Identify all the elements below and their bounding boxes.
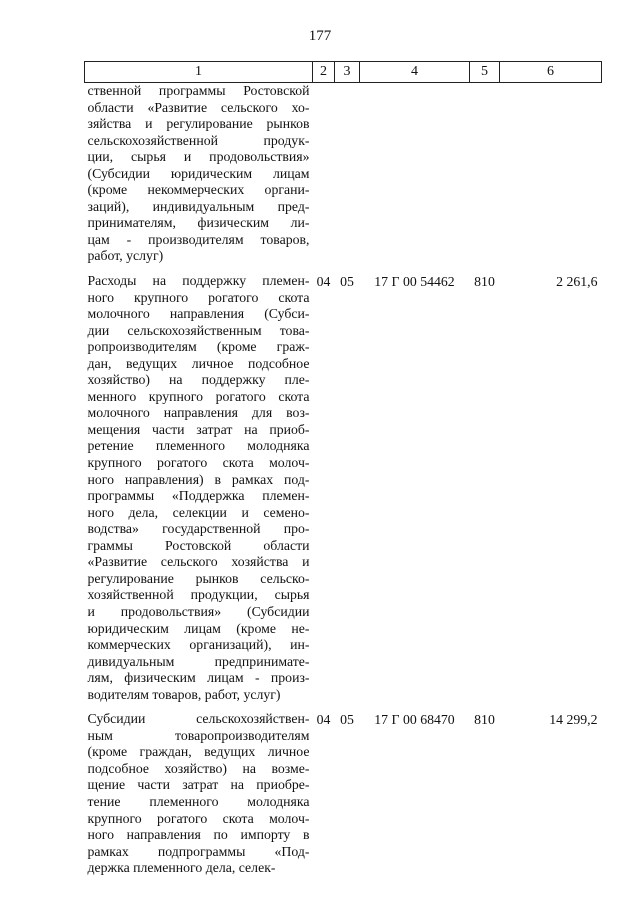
expense-type-code — [470, 83, 500, 266]
description-line: принимателям, физическим ли- — [87, 215, 310, 231]
description-line: дии сельскохозяйственным това- — [87, 322, 310, 338]
subsection-code: 05 — [340, 712, 354, 728]
section-code — [313, 83, 335, 266]
header-col-4: 4 — [360, 62, 470, 83]
description-line: дивидуальным предпринимате- — [87, 653, 310, 669]
description-line: (кроме граждан, ведущих личное — [87, 744, 310, 760]
subsection-code — [335, 83, 360, 266]
description-line: хозяйственной продукции, сырья — [87, 587, 310, 603]
description-line: хозяйство) на поддержку пле- — [87, 372, 310, 388]
description-line: ного дела, селекции и семено- — [87, 504, 310, 520]
description-line: граммы Ростовской области — [87, 537, 310, 553]
description-line: цам - производителям товаров, — [87, 231, 310, 247]
description-line: заций), индивидуальным пред- — [87, 198, 310, 214]
description-line: молочного направления для воз- — [87, 405, 310, 421]
description-line: зяйства и регулирование рынков — [87, 116, 310, 132]
table-row — [85, 83, 602, 266]
description-line: области «Развитие сельского хо- — [87, 99, 310, 115]
target-article-code: 17 Г 00 68470 — [374, 712, 455, 728]
description-line: юридическим лицам (кроме не- — [87, 620, 310, 636]
description-line: «Развитие сельского хозяйства и — [87, 554, 310, 570]
description-line: водителям товаров, работ, услуг) — [87, 686, 281, 702]
description-line: ции, сырья и продовольствия» — [87, 149, 310, 165]
expense-type-code: 810 — [474, 274, 495, 290]
description-line: ного крупного рогатого скота — [87, 289, 310, 305]
target-article-code: 17 Г 00 54462 — [374, 274, 455, 290]
table-row — [85, 273, 602, 703]
row-description — [85, 273, 313, 703]
header-col-6: 6 — [500, 62, 602, 83]
section-code: 04 — [316, 712, 331, 728]
description-line: дан, ведущих личное подсобное — [87, 355, 310, 371]
description-line: (кроме некоммерческих органи- — [87, 182, 310, 198]
description-line: подсобное хозяйство) на возме- — [87, 760, 310, 776]
subsection-code: 05 — [340, 274, 354, 290]
description-line: ретение племенного молодняка — [87, 438, 310, 454]
page-number: 177 — [308, 28, 332, 44]
expense-type-code: 810 — [474, 712, 495, 728]
description-line: Расходы на поддержку племен- — [87, 273, 310, 289]
description-line: мещения части затрат на приоб- — [87, 421, 310, 437]
row-description — [85, 83, 313, 266]
table-row — [85, 711, 602, 876]
description-line: ного направления по импорту в — [87, 827, 310, 843]
description-line: молочного направления (Субси- — [87, 306, 310, 322]
description-line: щение части затрат на приобре- — [87, 777, 310, 793]
description-line: ным товаропроизводителям — [87, 727, 310, 743]
description-line: рамках подпрограммы «Под- — [87, 843, 310, 859]
amount — [500, 83, 602, 266]
description-line: сельскохозяйственной продук- — [87, 132, 310, 148]
description-line: ного направления) в рамках под- — [87, 471, 310, 487]
row-description — [85, 711, 313, 876]
description-line: и продовольствия» (Субсидии — [87, 603, 310, 619]
header-col-5: 5 — [470, 62, 500, 83]
budget-table — [84, 61, 602, 877]
amount: 14 299,2 — [549, 712, 598, 728]
description-line: работ, услуг) — [87, 248, 164, 264]
target-article-code — [360, 83, 470, 266]
description-line: регулирование рынков сельско- — [87, 570, 310, 586]
description-line: крупного рогатого скота молоч- — [87, 455, 310, 471]
description-line: ропроизводителям (кроме граж- — [87, 339, 310, 355]
description-line: ственной программы Ростовской — [87, 83, 310, 98]
description-line: менного крупного рогатого скота — [87, 388, 310, 404]
header-row — [85, 62, 602, 83]
description-line: Субсидии сельскохозяйствен- — [87, 711, 310, 727]
amount: 2 261,6 — [556, 274, 598, 290]
row-spacer — [85, 265, 602, 273]
description-line: тение племенного молодняка — [87, 793, 310, 809]
description-line: лям, физическим лицам - произ- — [87, 670, 310, 686]
description-line: коммерческих организаций), ин- — [87, 637, 310, 653]
row-spacer — [85, 703, 602, 711]
description-line: программы «Поддержка племен- — [87, 488, 310, 504]
description-line: держка племенного дела, селек- — [87, 860, 276, 876]
description-line: (Субсидии юридическим лицам — [87, 165, 310, 181]
table-body — [85, 83, 602, 877]
section-code: 04 — [316, 274, 331, 290]
description-line: крупного рогатого скота молоч- — [87, 810, 310, 826]
header-col-3: 3 — [335, 62, 360, 83]
header-col-2: 2 — [313, 62, 335, 83]
header-col-1: 1 — [85, 62, 313, 83]
table-header — [85, 62, 602, 83]
description-line: водства» государственной про- — [87, 521, 310, 537]
